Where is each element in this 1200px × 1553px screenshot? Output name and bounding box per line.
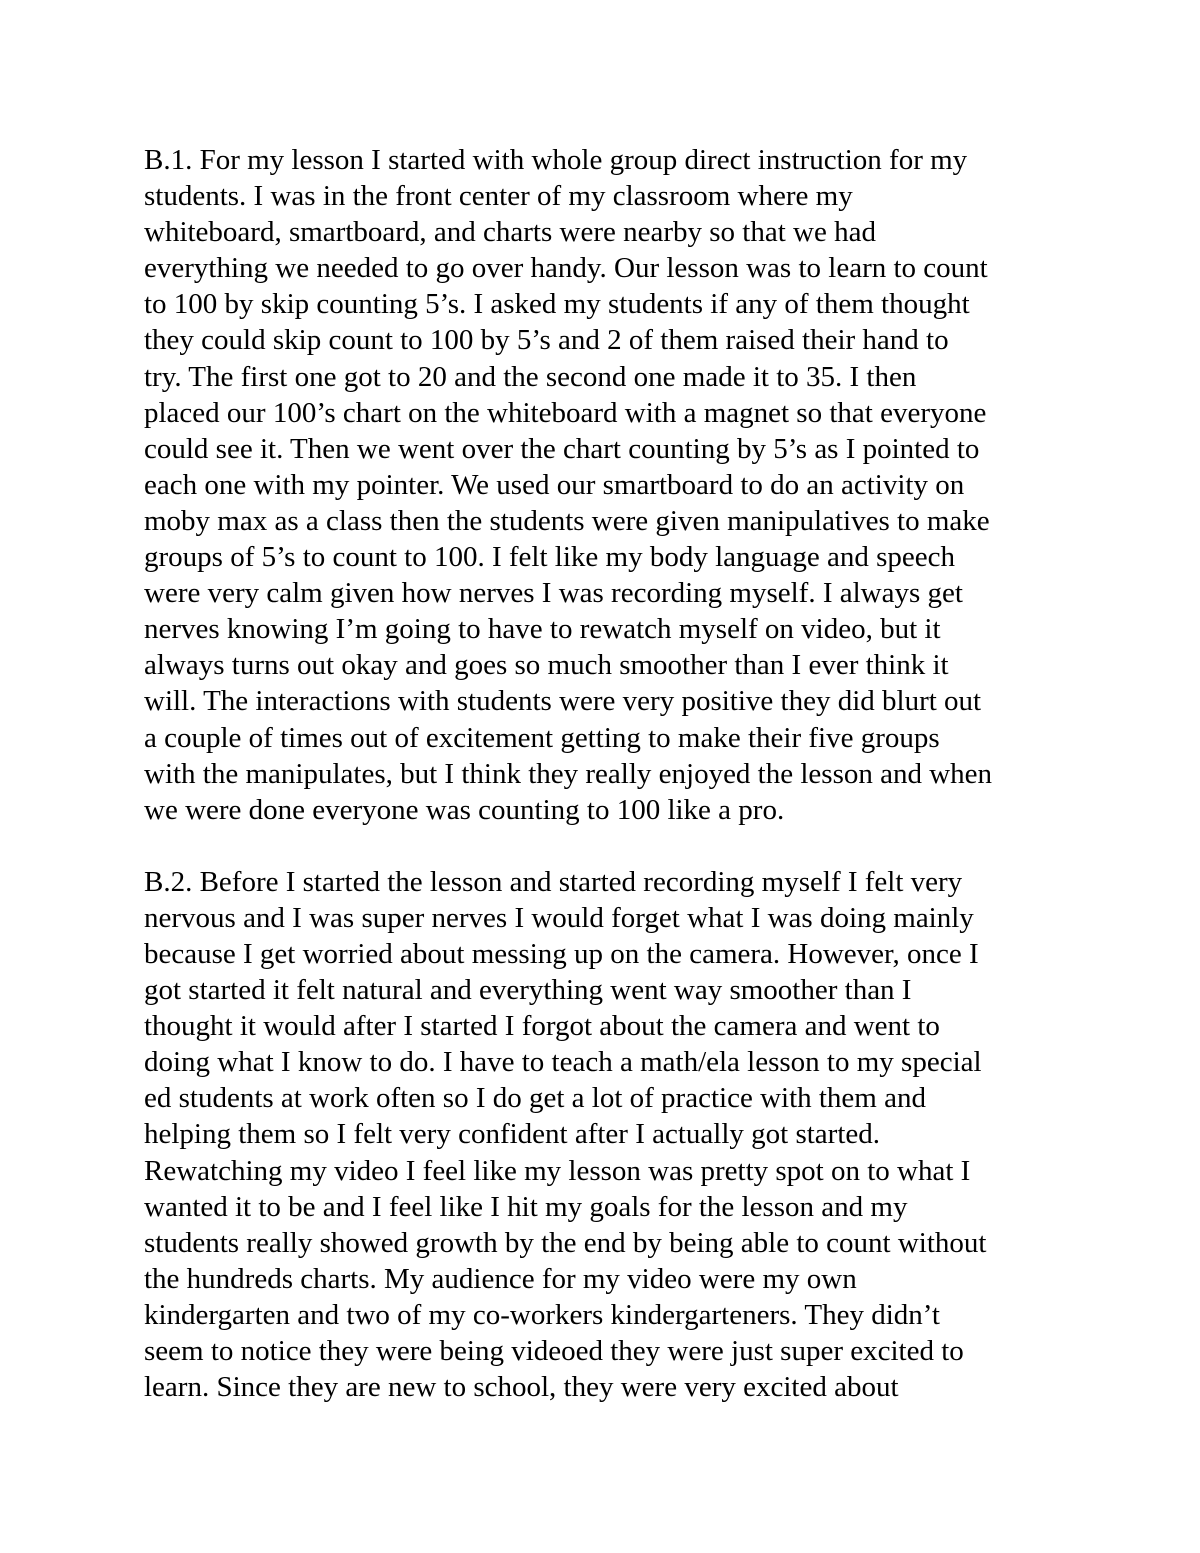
text-line: ed students at work often so I do get a lot of practice with them and xyxy=(144,1082,926,1115)
document-page xyxy=(144,142,1104,1441)
text-line: seem to notice they were being videoed they were just super excited to xyxy=(144,1335,964,1367)
text-line: doing what I know to do. I have to teach a math/ela lesson to my special xyxy=(144,1046,982,1079)
text-line: moby max as a class then the students were given manipulatives to make xyxy=(144,504,990,537)
text-line: they could skip count to 100 by 5’s and 2 of them raised their hand to xyxy=(144,324,949,357)
text-line: everything we needed to go over handy. Our lesson was to learn to count xyxy=(144,252,988,285)
text-line: got started it felt natural and everything went way smoother than I xyxy=(144,974,912,1007)
text-line: we were done everyone was counting to 100 like a pro. xyxy=(144,793,785,826)
paragraph-1 xyxy=(144,142,1104,828)
text-line: students really showed growth by the end by being able to count without xyxy=(144,1226,987,1259)
text-line: with the manipulates, but I think they really enjoyed the lesson and when xyxy=(144,757,993,790)
text-line: kindergarten and two of my co-workers kindergarteners. They didn’t xyxy=(144,1298,940,1331)
text-line: B.2. Before I started the lesson and started recording myself I felt very xyxy=(144,865,963,898)
text-line: nerves knowing I’m going to have to rewatch myself on video, but it xyxy=(144,613,941,646)
text-line: because I get worried about messing up on the camera. However, once I xyxy=(144,937,979,970)
text-line: helping them so I felt very confident after I actually got started. xyxy=(144,1118,881,1151)
text-line: will. The interactions with students were very positive they did blurt out xyxy=(144,685,982,718)
text-line: nervous and I was super nerves I would forget what I was doing mainly xyxy=(144,901,974,934)
text-line: to 100 by skip counting 5’s. I asked my students if any of them thought xyxy=(144,288,970,321)
text-line: thought it would after I started I forgot about the camera and went to xyxy=(144,1010,940,1043)
text-line: a couple of times out of excitement getting to make their five groups xyxy=(144,721,940,754)
text-line: try. The first one got to 20 and the second one made it to 35. I then xyxy=(144,360,917,393)
text-line: whiteboard, smartboard, and charts were nearby so that we had xyxy=(144,216,876,249)
text-line: placed our 100’s chart on the whiteboard with a magnet so that everyone xyxy=(144,396,987,429)
text-line: the hundreds charts. My audience for my video were my own xyxy=(144,1262,857,1295)
text-line: were very calm given how nerves I was recording myself. I always get xyxy=(144,577,963,610)
text-line: wanted it to be and I feel like I hit my goals for the lesson and my xyxy=(144,1190,908,1223)
text-line: each one with my pointer. We used our smartboard to do an activity on xyxy=(144,468,965,501)
text-line: Rewatching my video I feel like my lesson was pretty spot on to what I xyxy=(144,1154,971,1187)
text-line: could see it. Then we went over the chart counting by 5’s as I pointed to xyxy=(144,432,980,465)
text-line: B.1. For my lesson I started with whole group direct instruction for my xyxy=(144,144,968,176)
paragraph-2 xyxy=(144,864,1104,1405)
text-line: learn. Since they are new to school, they were very excited about xyxy=(144,1371,899,1404)
text-line: students. I was in the front center of my classroom where my xyxy=(144,180,853,213)
text-line: groups of 5’s to count to 100. I felt like my body language and speech xyxy=(144,541,956,574)
text-line: always turns out okay and goes so much smoother than I ever think it xyxy=(144,649,949,682)
